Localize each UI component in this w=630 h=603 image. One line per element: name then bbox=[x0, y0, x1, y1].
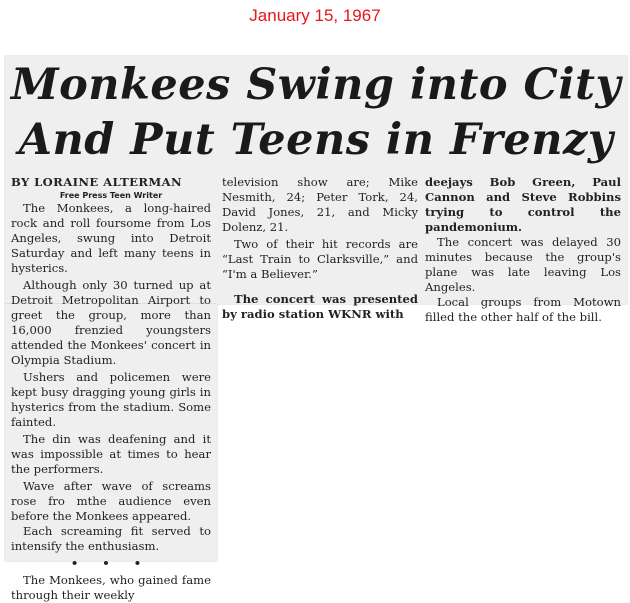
paragraph: Although only 30 turned up at Detroit Metropolitan Airport to greet the group, more than 16,000 frenzied youngsters attended the Monkees' concert in Olympia Stadium. bbox=[11, 278, 211, 367]
paragraph: Each screaming fit served to intensify the enthusiasm. bbox=[11, 524, 211, 553]
headline-line-1: Monkees Swing into City bbox=[11, 60, 621, 110]
paragraph: The concert was presented by radio station WKNR with bbox=[222, 292, 418, 321]
paragraph: deejays Bob Green, Paul Cannon and Steve Robbins trying to control the pandemonium. bbox=[425, 175, 621, 234]
paragraph: Two of their hit records are “Last Train to Clarksville,” and “I'm a Believer.” bbox=[222, 237, 418, 281]
paragraph: television show are; Mike Nesmith, 24; Peter Tork, 24, David Jones, 21, and Micky Dolenz, 21. bbox=[222, 175, 418, 234]
headline-line-2: And Put Teens in Frenzy bbox=[18, 115, 614, 165]
byline: BY LORAINE ALTERMAN bbox=[11, 175, 183, 189]
headline bbox=[5, 58, 627, 168]
article-column-2 bbox=[222, 175, 418, 322]
paragraph: The concert was delayed 30 minutes because the group's plane was late leaving Los Angeles. bbox=[425, 235, 621, 294]
paragraph: Local groups from Motown filled the other half of the bill. bbox=[425, 295, 621, 324]
paragraph: Ushers and policemen were kept busy dragging young girls in hysterics from the stadium. Some fainted. bbox=[11, 370, 211, 429]
paragraph: The din was deafening and it was impossible at times to hear the performers. bbox=[11, 432, 211, 476]
article-column-1 bbox=[11, 175, 211, 603]
paragraph: The Monkees, who gained fame through their weekly bbox=[11, 573, 211, 602]
section-separator: • • • bbox=[70, 556, 152, 570]
byline-credit: Free Press Teen Writer bbox=[59, 191, 163, 200]
paragraph: Wave after wave of screams rose fro mthe audience even before the Monkees appeared. bbox=[11, 479, 211, 523]
paragraph: The Monkees, a long-haired rock and roll foursome from Los Angeles, swung into Detroit Saturday and left many teens in hysterics. bbox=[11, 201, 211, 275]
article-column-3 bbox=[425, 175, 621, 325]
page-date: January 15, 1967 bbox=[249, 6, 381, 25]
